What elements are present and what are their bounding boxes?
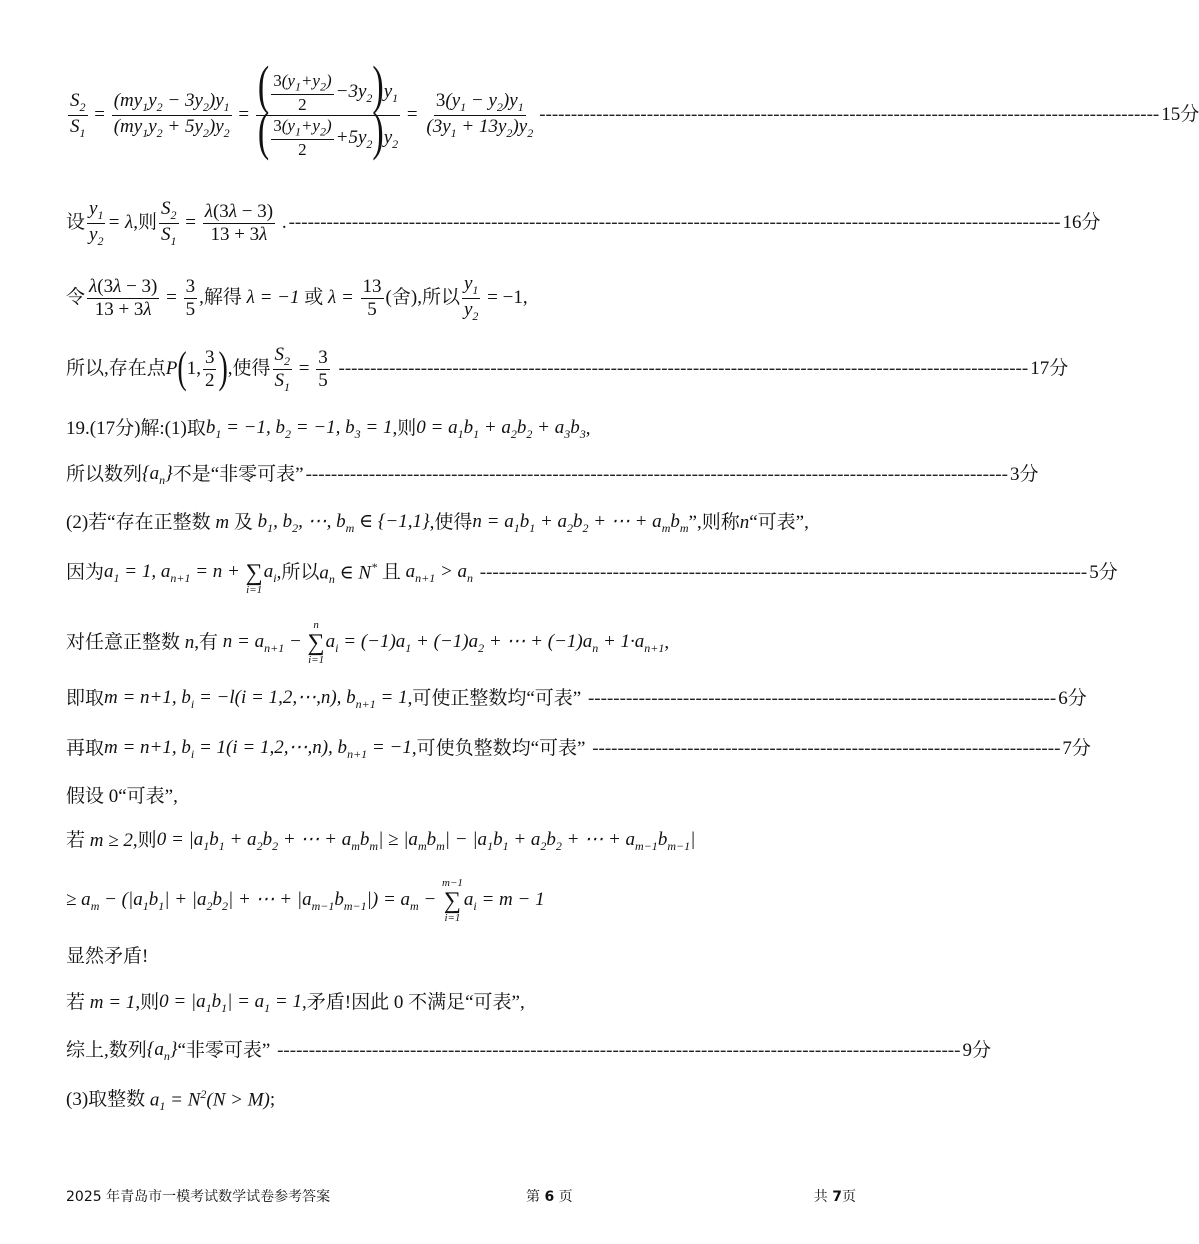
footer-title: 2025 年青岛市一模考试数学试卷参考答案 [66, 1189, 331, 1205]
line-case-m-eq-1: 若 m = 1 ,则 $0 = |a_1b_1| = a_1 = 1$ ,矛盾!因此 0 不满足“可表”, [66, 990, 525, 1015]
line-score-7: 再取 m = n+1, $b_i = 1(i$ = 1,2,⋯,n), $b_{n+1} = -1$ ,可使负整数均“可表” -------------------------------------------------------------------------- 7分 [66, 736, 1091, 761]
line-score-5: 因为 $a_1 = 1$, $a_{n+1} = n$ + ∑ i=1 $a_i$ ,所以 $a_n$ ∈ N* 且 $a_{n+1} > a_n$ ------------------------------------------------------------------------------------------------ 5分 [66, 559, 1118, 596]
line-score-3: 所以数列 $\{a_n\}$ 不是“非零可表” --------------------------------------------------------------------------------------------------------------- 3分 [66, 462, 1039, 487]
line-score-16: 设 $\frac{y_1}{y_2}$ = λ ,则 $\frac{S_2}{S_1}$ = $\frac{\lambda(3\lambda - 3)}{13 + 3\lambda}$ . -------------------------------------------------------------------------------------------------------------------------- 16分 [66, 197, 1101, 248]
line-score-17: 所以,存在点 P ( 1, $\frac{3}{2}$ ) ,使得 $\frac{S_2}{S_1}$ = $\frac{3}{5}$ ------------------------------------------------------------------------------------------------------------- 17分 [66, 343, 1069, 394]
score-label: 17分 [1030, 357, 1069, 379]
dash-leader: --------------------------------------------------------------------------------------------------------------- [305, 463, 1008, 485]
dash-leader: -------------------------------------------------------------------------------------------------- [539, 103, 1160, 125]
dash-leader: ------------------------------------------------------------------------------------------------ [475, 561, 1088, 583]
line-part-3: (3)取整数 $a_1 = N^2(N > M)$ ; [66, 1086, 276, 1113]
footer-total-pages: 共 7页 [813, 1189, 856, 1205]
score-label: 7分 [1062, 737, 1091, 759]
score-label: 5分 [1089, 561, 1118, 583]
line-inequality-chain: ≥ $a_m - (|a_1b_1| + |a_2b_2|$ + ⋯ + $|a_{m-1}b_{m-1}|) = a_m$ − m−1 ∑ i=1 $a_i = m - 1$ [66, 877, 545, 924]
dash-leader: -------------------------------------------------------------------------- [583, 687, 1057, 709]
dash-leader: ------------------------------------------------------------------------------------------------------------- [333, 357, 1029, 379]
footer-page-number: 第 6 页 [526, 1189, 573, 1205]
line-score-6: 即取 m = n+1, $b_i = -l(i$ = 1,2,⋯,n), $b_{n+1} = 1$ ,可使正整数均“可表” -------------------------------------------------------------------------- 6分 [66, 686, 1087, 711]
score-label: 3分 [1009, 463, 1039, 485]
line-case-m-ge-2: 若 m ≥ 2 ,则 $0 = |a_1b_1 + a_2b_2$ + ⋯ + $a_mb_m| \ge |a_mb_m| - |a_1b_1 + a_2b_2$ + ⋯ + $a_{m-1}b_{m-1}|$ [66, 828, 696, 853]
formula-s2-over-s1: $\frac{S_2}{S_1}$ = $\frac{(my_1y_2 - 3y_2)y_1}{(my_1y_2 + 5y_2)y_2}$ = ( $\frac{3(y_1+y_2)}{2}$ $-3y_2)y_1$ ( $\frac{3(y_1+y_2)}{2}$ $+5y_2)y_2$ = $\frac{3(y_1 - y_2)y_1}{(3y_1 + 13y_2)y_2}$ [70, 56, 534, 162]
score-label: 6分 [1058, 687, 1087, 709]
line-score-15 [66, 56, 1199, 170]
dash-leader: -------------------------------------------------------------------------------------------------------------------------- [288, 211, 1061, 233]
dash-leader: -------------------------------------------------------------------------- [587, 737, 1061, 759]
score-label: 16分 [1062, 211, 1101, 233]
line-solve-lambda: 令 $\frac{\lambda(3\lambda - 3)}{13 + 3\lambda}$ = $\frac{3}{5}$ ,解得 λ = −1 或 λ = $\frac{13}{5}$ (舍) ,所以 $\frac{y_1}{y_2}$ = −1 , [66, 272, 528, 323]
score-label: 15分 [1161, 103, 1199, 125]
line-assume-zero: 假设 0“可表”, [66, 785, 178, 807]
line-part-2-definition: (2)若“存在正整数 m 及 $b_1$, $b_2$, ⋯, $b_m$ ∈ {−1,1} ,使得 $n = a_1b_1 + a_2b_2$ + ⋯ + $a_mb_m$ ”,则称 n “可表”, [66, 510, 809, 535]
dash-leader: ------------------------------------------------------------------------------------------------------------ [272, 1039, 961, 1061]
line-any-positive-n: 对任意正整数 n ,有 $n = a_{n+1}$ − n ∑ i=1 $a_i = (-1)a_1 + (-1)a_2$ + ⋯ + $(-1)a_n + 1\cdot a_{n+1}$ , [66, 619, 670, 666]
line-score-9: 综上,数列 $\{a_n\}$ “非零可表” ------------------------------------------------------------------------------------------------------------ 9分 [66, 1038, 991, 1063]
score-label: 9分 [962, 1039, 991, 1061]
line-contradiction: 显然矛盾! [66, 945, 149, 967]
line-problem-19: 19.(17分)解:(1)取 $b_1 = -1$, $b_2 = -1$, $b_3 = 1$ ,则 $0 = a_1b_1 + a_2b_2 + a_3b_3$ , [66, 416, 591, 441]
